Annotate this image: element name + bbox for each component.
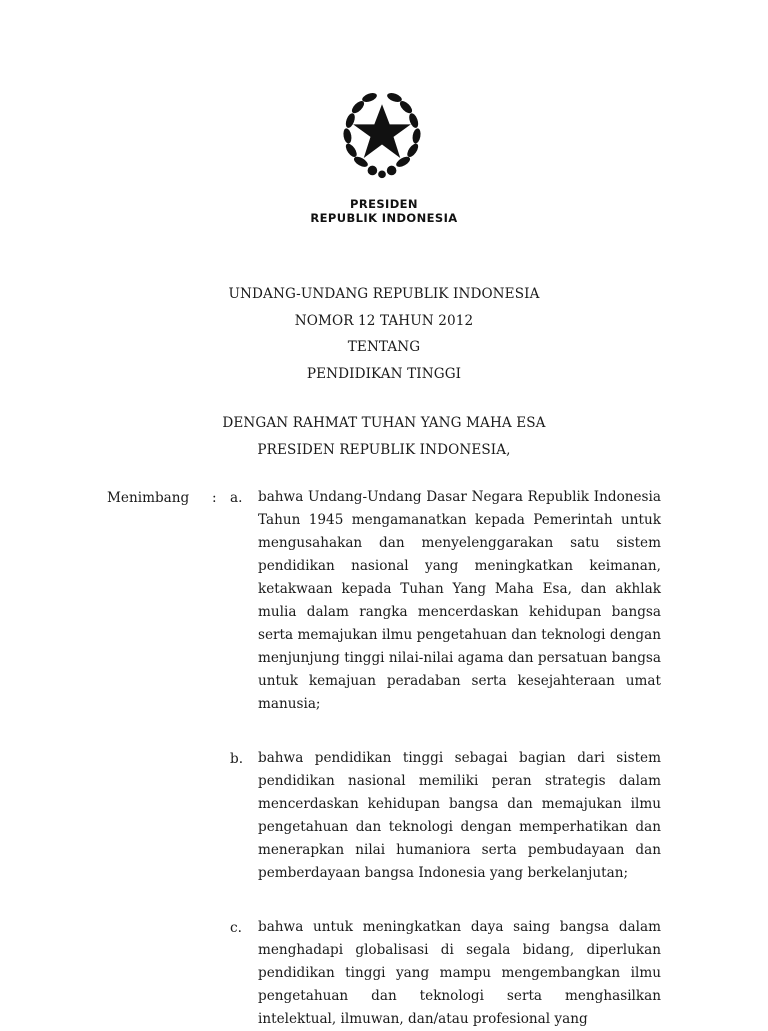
item-text-a: bahwa Undang-Undang Dasar Negara Republik Indonesia Tahun 1945 mengamanatkan kepada Pemerintah untuk mengusahakan dan menyelenggarakan satu sistem pendidikan nasional yang meningkatkan keimanan, ketakwaan kepada Tuhan Yang Maha Esa, dan akhlak mulia dalam rangka mencerdaskan kehidupan bangsa serta memajukan ilmu pengetahuan dan teknologi dengan menjunjung tinggi nilai-nilai agama dan persatuan bangsa untuk kemajuan peradaban serta kesejahteraan umat manusia;: [258, 489, 661, 712]
document-subject: PENDIDIKAN TINGGI: [306, 366, 462, 382]
garuda-star-wreath-emblem-icon: [334, 86, 430, 182]
president-heading: PRESIDEN REPUBLIK INDONESIA,: [257, 442, 511, 458]
document-number: NOMOR 12 TAHUN 2012: [294, 313, 474, 329]
item-text-b: bahwa pendidikan tinggi sebagai bagian dari sistem pendidikan nasional memiliki peran strategis dalam mencerdaskan kehidupan bangsa dan memajukan ilmu pengetahuan dan teknologi dengan memperhatikan dan menerapkan nilai humaniora serta pembudayaan dan pemberdayaan bangsa Indonesia yang berkelanjutan;: [258, 750, 661, 881]
item-letter-a: a.: [230, 490, 243, 506]
invocation: DENGAN RAHMAT TUHAN YANG MAHA ESA: [222, 415, 546, 431]
menimbang-colon: :: [212, 490, 217, 506]
emblem-caption-republik: REPUBLIK INDONESIA: [310, 211, 458, 225]
menimbang-label: Menimbang: [107, 490, 190, 506]
emblem-caption-presiden: PRESIDEN: [350, 197, 418, 211]
document-tentang: TENTANG: [347, 339, 421, 355]
item-letter-c: c.: [230, 920, 242, 936]
item-letter-b: b.: [230, 751, 244, 767]
item-text-c: bahwa untuk meningkatkan daya saing bangsa dalam menghadapi globalisasi di segala bidang, diperlukan pendidikan tinggi yang mampu mengembangkan ilmu pengetahuan dan teknologi serta menghasilkan intelektual, ilmuwan, dan/atau profesional yang: [258, 919, 661, 1027]
document-title: UNDANG-UNDANG REPUBLIK INDONESIA: [228, 286, 540, 302]
